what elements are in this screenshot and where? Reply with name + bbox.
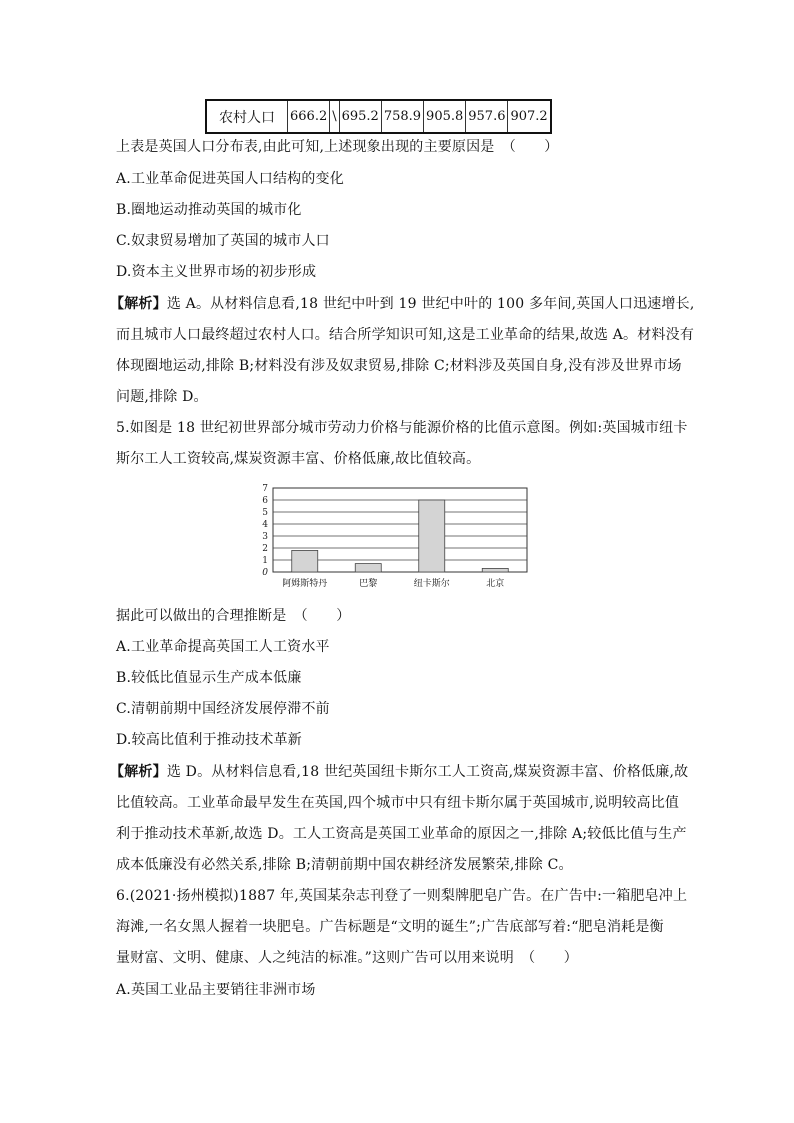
bar — [419, 500, 445, 572]
q4-option-a: A.工业革命促进英国人口结构的变化 — [116, 171, 344, 187]
q4-analysis-line: 体现圈地运动,排除 B;材料没有涉及奴隶贸易,排除 C;材料涉及英国自身,没有涉及世界市场 — [116, 358, 682, 374]
q4-stem: 上表是英国人口分布表,由此可知,上述现象出现的主要原因是 （ ） — [116, 139, 559, 155]
x-tick-label: 北京 — [486, 579, 505, 589]
analysis-label: 【解析】 — [110, 764, 167, 780]
q4-analysis-line: 而且城市人口最终超过农村人口。结合所学知识可知,这是工业革命的结果,故选 A。材料没有 — [116, 327, 695, 343]
q5-option-c: C.清朝前期中国经济发展停滞不前 — [116, 701, 330, 717]
table-cell: 957.6 — [466, 100, 508, 133]
analysis-text: 选 D。从材料信息看,18 世纪英国纽卡斯尔工人工资高,煤炭资源丰富、价格低廉,故 — [166, 764, 689, 780]
analysis-label: 【解析】 — [110, 296, 167, 312]
y-tick-label: 7 — [262, 484, 268, 494]
table-cell: 695.2 — [339, 100, 381, 133]
y-tick-label: 5 — [262, 508, 268, 518]
x-tick-label: 阿姆斯特丹 — [282, 579, 328, 589]
population-table — [205, 99, 552, 134]
y-tick-label: 0 — [262, 568, 268, 578]
y-tick-label: 6 — [262, 496, 268, 506]
q5-option-d: D.较高比值利于推动技术革新 — [116, 732, 302, 748]
q5-analysis-line: 利于推动技术革新,故选 D。工人工资高是英国工业革命的原因之一,排除 A;较低比值与生产 — [116, 826, 687, 842]
q6-stem-line: 6.(2021·扬州模拟)1887 年,英国某杂志刊登了一则梨牌肥皂广告。在广告中:一箱肥皂冲上 — [116, 888, 688, 904]
q4-analysis-line: 问题,排除 D。 — [116, 389, 208, 405]
q6-option-a: A.英国工业品主要销往非洲市场 — [116, 982, 316, 998]
bar — [355, 564, 381, 572]
x-tick-label: 纽卡斯尔 — [413, 579, 450, 589]
bar-chart — [255, 482, 535, 590]
q5-stem-line: 5.如图是 18 世纪初世界部分城市劳动力价格与能源价格的比值示意图。例如:英国城市纽卡 — [116, 420, 688, 436]
q4-option-c: C.奴隶贸易增加了英国的城市人口 — [116, 233, 330, 249]
q5-analysis-line — [110, 762, 688, 782]
q5-stem-line: 斯尔工人工资较高,煤炭资源丰富、价格低廉,故比值较高。 — [116, 451, 481, 467]
y-tick-label: 3 — [262, 532, 268, 542]
q4-option-d: D.资本主义世界市场的初步形成 — [116, 264, 317, 280]
table-cell: 666.2 — [288, 100, 330, 133]
y-tick-label: 1 — [262, 556, 268, 566]
bar — [292, 550, 318, 572]
q4-analysis-line — [110, 294, 695, 314]
table-row-label: 农村人口 — [206, 100, 288, 133]
q5-option-a: A.工业革命提高英国工人工资水平 — [116, 639, 330, 655]
q5-analysis-line: 比值较高。工业革命最早发生在英国,四个城市中只有纽卡斯尔属于英国城市,说明较高比值 — [116, 795, 680, 811]
q4-option-b: B.圈地运动推动英国的城市化 — [116, 202, 302, 218]
q5-option-b: B.较低比值显示生产成本低廉 — [116, 670, 302, 686]
x-tick-label: 巴黎 — [359, 579, 378, 589]
q6-stem-line: 海滩,一名女黑人握着一块肥皂。广告标题是“文明的诞生”;广告底部写着:“肥皂消耗是衡 — [116, 919, 664, 935]
q5-question: 据此可以做出的合理推断是 （ ） — [116, 608, 351, 624]
table-cell: 758.9 — [381, 100, 423, 133]
y-tick-label: 4 — [262, 520, 268, 530]
table-cell: 907.2 — [508, 100, 551, 133]
q6-stem-line: 量财富、文明、健康、人之纯洁的标准。”这则广告可以用来说明 （ ） — [116, 950, 578, 966]
table-row — [206, 100, 551, 133]
table-cell: \ — [330, 100, 339, 133]
bar — [482, 568, 508, 572]
q5-analysis-line: 成本低廉没有必然关系,排除 B;清朝前期中国农耕经济发展繁荣,排除 C。 — [116, 857, 573, 873]
table-cell: 905.8 — [424, 100, 466, 133]
y-tick-label: 2 — [262, 544, 268, 554]
analysis-text: 选 A。从材料信息看,18 世纪中叶到 19 世纪中叶的 100 多年间,英国人口迅速增长, — [166, 296, 695, 312]
